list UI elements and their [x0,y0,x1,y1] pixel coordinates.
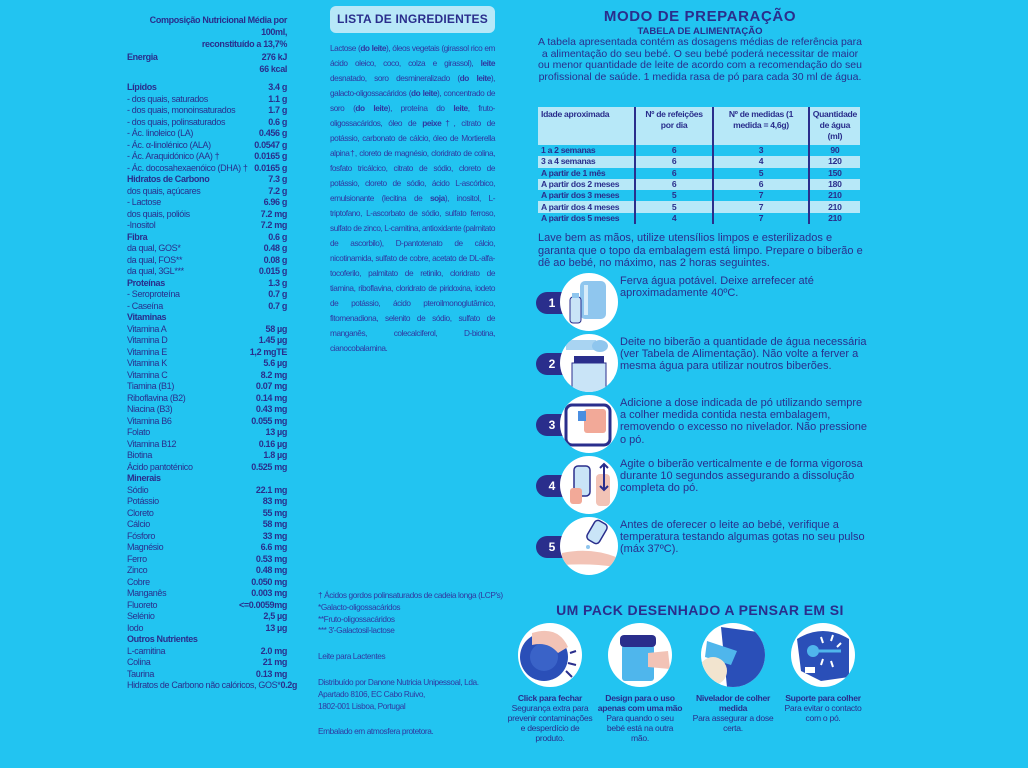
feature-title: Design para o uso apenas com uma mão [597,693,683,713]
cell-scoops: 7 [713,190,808,201]
nutrient-value: 7.2 mg [260,208,287,219]
cell-water: 90 [830,145,840,156]
step-text: Agite o biberão verticalmente e de forma vigorosa durante 10 segundos assegurando a dissolução completa do pó. [620,458,863,495]
nutrition-row [127,324,287,336]
nutrient-label: Selénio [127,611,155,621]
nutrition-row [127,577,287,589]
nutrient-label: - Ác. Araquidónico (AA) † [127,151,220,161]
nutrient-label: - Seroproteína [127,289,180,299]
nutrient-value: 0.16 µg [258,438,287,449]
nutrient-label: Niacina (B3) [127,404,173,414]
nutrient-value: 0.055 mg [251,415,287,426]
feeding-table-row [538,168,860,179]
nutrient-label: Cálcio [127,519,150,529]
nutrition-row [127,611,287,623]
cell-meals: 6 [635,145,713,156]
nutrient-label: -Inositol [127,220,156,230]
feeding-table-row [538,145,860,156]
nutrition-rows [127,52,298,692]
nutrition-row [127,266,287,278]
nutrition-row [127,496,287,508]
nutrient-label: Manganês [127,588,167,598]
shake-bottle-icon [560,456,618,514]
nutrient-label: Vitamina D [127,335,168,345]
nutrition-section-row [127,278,287,290]
nutrient-value: 0.2g [280,680,298,690]
nutrition-row [127,209,287,221]
nutrient-label: Colina [127,657,151,667]
feature-title: Nivelador de colher medida [695,693,771,713]
nutrition-row [127,404,287,416]
nutrient-label: Minerais [127,473,161,483]
nutrition-section-row [127,174,287,186]
nutrient-value: 0.6 g [268,116,287,127]
col-age: Idade aproximada [538,107,635,145]
scoop-leveler-icon [701,623,765,687]
nutrition-row [127,255,287,267]
cell-water: 150 [828,167,842,178]
feature-scoop-holder [780,623,866,723]
step-2 [536,334,866,394]
nutrient-label: da qual, GOS* [127,243,181,253]
nutrient-value: 1.3 g [268,277,287,288]
nutrient-value: <=0.0059mg [238,599,287,610]
nutrient-value: 7.2 g [268,185,287,196]
cell-age: A partir dos 2 meses [538,179,635,190]
nutrient-value: 2,5 µg [263,611,287,621]
feature-one-hand [597,623,683,743]
nutrient-label: Iodo [127,622,144,633]
nutrient-label: Tiamina (B1) [127,381,174,391]
nutrient-value: 58 mg [262,519,287,529]
nutrition-row [127,565,287,577]
nutrition-row [127,220,287,232]
nutrient-label: Hidratos de Carbono [127,174,210,184]
nutrient-label: dos quais, polióis [127,208,190,219]
nutrient-value: 0.0165 g [254,162,287,173]
nutrition-section-row [127,52,287,64]
nutrient-label: Magnésio [127,542,164,552]
ingredient-text-run: ), óleos vegetais (girassol rico em ácido oleico, coco, colza e girassol), [330,43,495,68]
nutrient-label: Fluoreto [127,599,158,610]
nutrient-value: 55 mg [262,507,287,518]
cell-age: A partir dos 5 meses [538,213,635,224]
step-5 [536,517,866,577]
nutrient-value: 1.7 g [268,105,287,115]
nutrition-row [127,289,287,301]
step-text: Deite no biberão a quantidade de água necessária (ver Tabela de Alimentação). Não volte a ferver a mesma água para utilizar noutros biberões. [620,336,867,373]
cell-water: 210 [828,201,842,212]
nutrient-label: da qual, FOS** [127,254,183,265]
cell-age: A partir de 1 mês [538,168,635,179]
nutrition-row [127,427,287,439]
cell-scoops: 7 [713,213,808,224]
cell-age: A partir dos 3 meses [538,190,635,201]
col-water: Quantidade de água (ml) [812,109,857,141]
cell-water: 210 [828,212,842,223]
spacer [127,75,287,82]
nutrient-label: Vitamina E [127,346,167,357]
allergen-highlight: leite [453,103,468,113]
nutrient-value: 5.6 µg [263,358,287,368]
nutrient-label: Outros Nutrientes [127,634,198,644]
feeding-table-header [538,107,860,145]
allergen-highlight: do leite [355,103,388,113]
product-type: Leite para Lactentes [318,651,386,662]
nutrient-label: Lípidos [127,82,157,92]
nutrition-row [127,347,287,359]
nutrient-value: 0.6 g [268,231,287,242]
ingredient-text-run: Lactose ( [330,43,361,53]
nutrition-section-row [127,82,287,94]
step-number: 1 [536,292,568,314]
nutrient-label: Vitamina K [127,358,167,368]
col-meals: Nº de refeições por dia [635,107,713,145]
nutrient-value: 0.08 g [263,254,287,265]
nutrient-label: Taurina [127,668,155,679]
nutrient-label: Vitaminas [127,312,167,322]
nutrient-value: 2.0 mg [260,645,287,656]
nutrition-row [127,163,287,175]
allergen-highlight: soja [430,193,445,203]
nutrient-label: Riboflavina (B2) [127,392,186,403]
nutrient-value: 3.4 g [268,82,287,92]
one-hand-icon [608,623,672,687]
nutrient-label: Biotina [127,450,153,460]
nutrient-value: 0.7 g [268,289,287,299]
nutrient-label: - Ác. linoleico (LA) [127,128,194,138]
nutrition-row [127,439,287,451]
cell-age: 1 a 2 semanas [538,145,635,156]
cell-meals: 6 [635,168,713,179]
step-number: 5 [536,536,568,558]
nutrient-value: 0.48 g [263,243,287,253]
nutrition-row [127,243,287,255]
ingredient-text-run: ), concentrado de soro ( [330,88,495,113]
cell-meals: 5 [635,201,713,212]
nutrient-value: 276 kJ [261,52,287,62]
nutrient-label: - dos quais, saturados [127,93,208,104]
nutrient-label: - Caseína [127,300,163,311]
ingredients-panel [330,6,495,356]
nutrient-value: 6.6 mg [260,542,287,552]
feeding-table-row [538,190,860,201]
nutrient-label: Proteínas [127,277,165,288]
nutrient-value: 0.14 mg [255,392,287,403]
nutrition-row [127,301,287,313]
nutrient-label: - Lactose [127,197,161,207]
nutrient-value: 6.96 g [263,197,287,207]
nutrition-row [127,416,287,428]
cell-meals: 4 [635,213,713,224]
nutrition-row [127,128,287,140]
scoop-holder-icon [791,623,855,687]
nutrient-value: 0.13 mg [255,668,287,679]
nutrition-row [127,450,287,462]
nutrient-value: 13 µg [265,622,287,633]
nutrition-row [127,64,287,76]
step-3 [536,395,866,455]
step-text: Adicione a dose indicada de pó utilizando sempre a colher medida contida nesta embalagem, removendo o excesso no nivelador. Não pressione o pó. [620,397,868,446]
feeding-table-row [538,213,860,224]
nutrient-label: Cloreto [127,507,154,518]
cell-meals: 6 [635,156,713,167]
cell-meals: 5 [635,190,713,201]
nutrient-value: 0.0547 g [254,139,287,150]
packaging-note: Embalado em atmosfera protetora. [318,726,434,737]
nutrient-value: 0.0165 g [254,151,287,161]
ingredient-text-run: ), galacto-oligossacáridos ( [330,73,495,98]
ingredient-text-run: ), proteína do [387,103,454,113]
nutrient-value: 7.2 mg [260,220,287,230]
nutrient-value: 0.050 mg [251,576,287,587]
nutrition-row [127,542,287,554]
nutrient-value: 21 mg [262,657,287,667]
nutrient-value: 83 mg [262,496,287,506]
nutrient-value: 0.07 mg [255,381,287,391]
ingredient-text-run: ), inositol, L-triptofano, L-ascorbato de sódio, sulfato ferroso, sulfato de zinco, L-carnitina, antioxidante (palmitato de ascorbilo), D-pantotenato de cálcio, nicotinamida, sulfato de cobre, acetato de DL-alfa-tocoferilo, palmitato de retinilo, cloridrato de tiamina, riboflavina, cloridrato de piridoxina, iodeto de potássio, ácido pteroilmonoglutâmico, fitomenadiona, selenito de sódio, sulfato de manganês, colecalciferol, D-biotina, cianocobalamina. [330,193,496,353]
cell-water: 180 [828,179,842,190]
feature-desc: Segurança extra para prevenir contaminações e desperdício de produto. [507,703,593,743]
cell-meals: 6 [635,179,713,190]
nutrient-label: Ferro [127,553,147,564]
nutrient-label: Vitamina C [127,369,168,380]
pour-water-icon [560,334,618,392]
feature-desc: Para quando o seu bebé está na outra mão. [606,713,674,743]
nutrition-row [127,335,287,347]
nutrient-label: da qual, 3GL*** [127,266,184,276]
kettle-icon [560,273,618,331]
nutrient-label: Potássio [127,496,159,506]
nutrient-label: L-carnitina [127,645,166,656]
feature-click-lid [507,623,593,743]
nutrient-value: 0.456 g [258,128,287,138]
nutrient-label: Fósforo [127,530,156,541]
nutrient-value: 33 mg [262,530,287,541]
nutrient-value: 0.003 mg [251,588,287,598]
nutrition-row [127,197,287,209]
step-text: Antes de oferecer o leite ao bebé, verifique a temperatura testando algumas gotas no seu pulso (máx 37ºC). [620,519,865,556]
nutrient-label: - dos quais, polinsaturados [127,116,226,127]
nutrition-section-row [127,473,287,485]
allergen-highlight: do leite [411,88,438,98]
nutrient-label: Vitamina B12 [127,438,177,449]
nutrient-value: 1.45 µg [258,335,287,345]
cell-scoops: 6 [713,179,808,190]
nutrient-value: 22.1 mg [255,484,287,495]
nutrient-value: 8.2 mg [260,369,287,380]
step-number: 2 [536,353,568,375]
feature-scoop-leveler [690,623,776,733]
footnotes [318,590,508,738]
nutrient-label: Cobre [127,576,150,587]
step-4 [536,456,866,516]
nutrient-value: 58 µg [265,323,287,334]
nutrient-label: Zinco [127,565,148,575]
allergen-highlight: peixe [422,118,442,128]
cell-scoops: 3 [713,145,808,156]
cell-scoops: 4 [713,156,808,167]
feature-title: Suporte para colher [785,693,861,703]
footnote-list: † Ácidos gordos polinsaturados de cadeia longa (LCP's) *Galacto-oligossacáridos **Fruto-oligossacáridos *** 3'-Galactosil-lactose [318,590,503,636]
nutrient-label: Folato [127,427,150,437]
nutrient-label: Sódio [127,484,149,495]
nutrition-row [127,105,287,117]
nutrition-row [127,186,287,198]
nutrition-row [127,94,287,106]
ingredients-text [330,41,495,356]
nutrient-value: 0.53 mg [255,553,287,564]
nutrient-value: 13 µg [265,427,287,437]
nutrition-row [127,669,287,681]
nutrition-header: Composição Nutricional Média por 100ml, reconstituído a 13,7% [149,15,287,49]
allergen-highlight: leite [480,58,495,68]
nutrient-value: 1,2 mgTE [249,346,287,357]
cell-scoops: 7 [713,201,808,212]
hygiene-note: Lave bem as mãos, utilize utensílios limpos e esterilizados e garanta que o topo da embalagem está limpo. Prepare o biberão e dê ao bebé, no máximo, nas 2 horas seguintes. [538,232,863,269]
nutrient-label: Vitamina B6 [127,415,172,426]
nutrient-label: - Ác. docosahexaenóico (DHA) † [127,162,248,173]
nutrient-label: - dos quais, monoinsaturados [127,105,236,115]
cell-age: 3 a 4 semanas [538,156,635,167]
preparation-title: MODO DE PREPARAÇÃO [603,8,797,25]
step-text: Ferva água potável. Deixe arrefecer até aproximadamente 40ºC. [620,275,814,300]
nutrition-row [127,151,287,163]
cell-water: 120 [828,156,842,167]
nutrient-label: Energia [127,52,158,62]
feeding-table-row [538,156,860,167]
nutrition-section-row [127,634,287,646]
col-scoops: Nº de medidas (1 medida = 4,6g) [713,107,808,145]
feature-desc: Para evitar o contacto com o pó. [784,703,862,723]
nutrition-row [127,508,287,520]
nutrition-row [127,519,287,531]
nutrient-value: 1.1 g [268,93,287,104]
nutrition-row [127,117,287,129]
nutrition-row [127,623,287,635]
cell-age: A partir dos 4 meses [538,201,635,212]
preparation-header [535,8,865,83]
scoop-powder-icon [560,395,618,453]
feeding-intro: A tabela apresentada contém as dosagens médias de referência para a alimentação do seu bebé. O seu bebé poderá necessitar de maior ou menor quantidade de leite de acordo com a recomendação do seu profissional de saúde. 1 medida rasa de pó para cada 30 ml de água. [538,36,862,83]
allergen-highlight: do leite [360,43,386,53]
feature-title: Click para fechar [517,693,583,703]
cell-scoops: 5 [713,168,808,179]
wrist-test-icon [560,517,618,575]
nutrition-row [127,588,287,600]
nutrient-label: - Ác. α-linolénico (ALA) [127,139,211,150]
nutrient-value: 1.8 µg [263,450,287,460]
ingredient-text-run: , fruto-oligossacáridos, óleo de [330,103,495,128]
ingredient-text-run: †, citrato de potássio, carbonato de cálcio, óleo de Mortierella alpina†, cloreto de magnésio, cloridrato de colina, fosfato tricálcico, citrato de sódio, cloreto de potássio, cloreto de sódio, ácido L-ascórbico, emulsionante (lecitina de [330,118,495,203]
click-lid-icon [518,623,582,687]
nutrient-value: 0.48 mg [255,565,287,575]
nutrition-row [127,140,287,152]
nutrition-row [127,680,298,692]
nutrition-row [127,370,287,382]
nutrition-row [127,531,287,543]
nutrition-table [127,14,298,692]
nutrient-value: 0.525 mg [251,461,287,472]
nutrition-row [127,657,287,669]
nutrient-value: 7.3 g [268,174,287,184]
allergen-highlight: do leite [459,73,491,83]
feature-desc: Para assegurar a dose certa. [692,713,774,733]
step-1 [536,273,866,333]
nutrient-label: Fibra [127,231,148,242]
nutrition-row [127,462,287,474]
step-number: 4 [536,475,568,497]
nutrition-row [127,393,287,405]
ingredients-title: LISTA DE INGREDIENTES [330,6,495,33]
nutrient-value: 66 kcal [259,63,287,74]
nutrient-label: Ácido pantoténico [127,461,193,472]
nutrient-label: Vitamina A [127,323,167,334]
nutrition-row [127,381,287,393]
nutrition-row [127,646,287,658]
nutrient-value: 0.015 g [258,266,287,276]
feeding-table-row [538,179,860,190]
nutrient-value: 0.43 mg [255,404,287,414]
step-number: 3 [536,414,568,436]
distributor-address: Distribuído por Danone Nutricia Unipessoal, Lda. Apartado 8106, EC Cabo Ruivo, 1802-001 Lisboa, Portugal [318,676,479,711]
nutrient-value: 0.7 g [268,300,287,311]
feeding-table-title: TABELA DE ALIMENTAÇÃO [637,26,763,37]
feeding-table [538,107,860,224]
nutrition-section-row [127,312,287,324]
feeding-table-row [538,201,860,212]
pack-title: UM PACK DESENHADO A PENSAR EM SI [556,602,844,618]
nutrition-row [127,600,287,612]
nutrition-row [127,485,287,497]
nutrition-section-row [127,232,287,244]
cell-water: 210 [828,190,842,201]
nutrition-row [127,358,287,370]
nutrient-label: Hidratos de Carbono não calóricos, GOS* [127,680,281,690]
ingredient-text-run: desnatado, soro desmineralizado ( [330,73,460,83]
nutrition-row [127,554,287,566]
nutrient-label: dos quais, açúcares [127,185,201,196]
